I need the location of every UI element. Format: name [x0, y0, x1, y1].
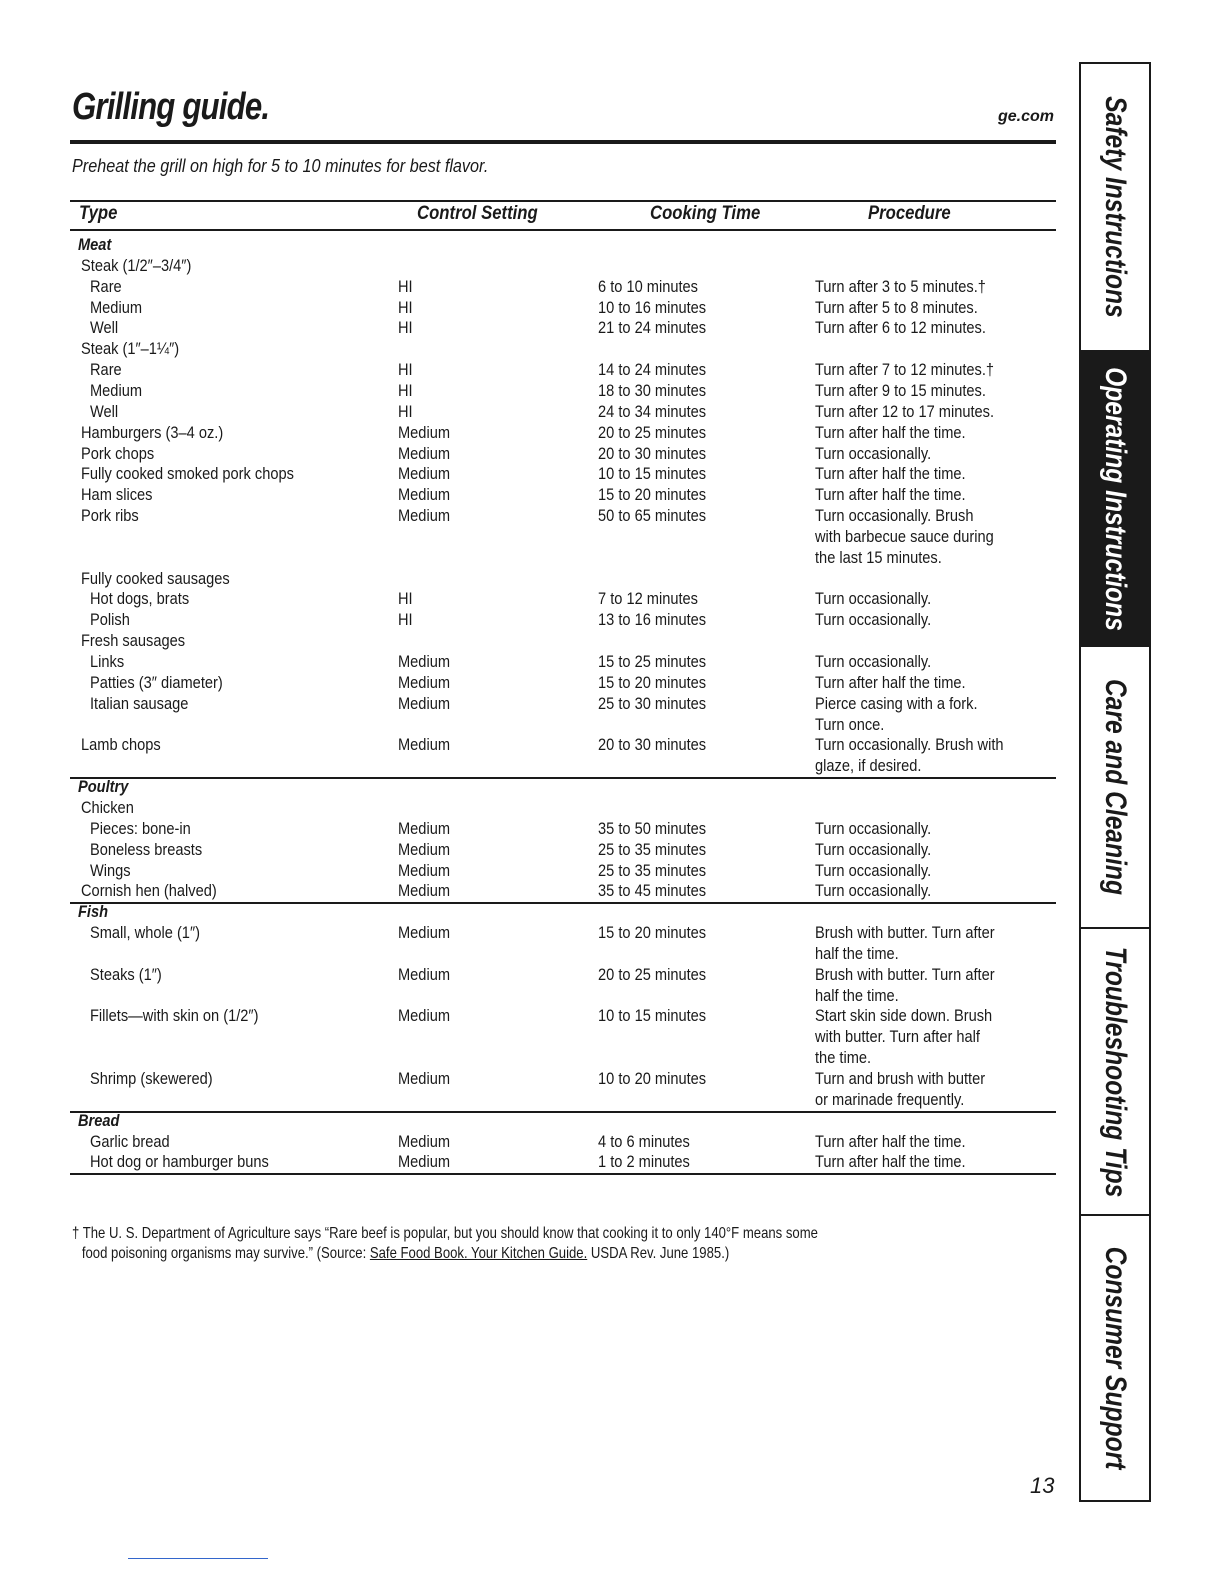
cell-procedure: or marinade frequently. [815, 1089, 965, 1109]
cell-setting: Medium [398, 1069, 451, 1088]
cell-time: 20 to 30 minutes [598, 443, 707, 463]
tab-safety-instructions[interactable] [1081, 64, 1149, 352]
section-rule [70, 1173, 1056, 1175]
tab-label: Safety Instructions [1099, 96, 1132, 318]
cell-procedure: Turn occasionally. [815, 860, 932, 880]
cell-time: 6 to 10 minutes [598, 276, 698, 296]
col-header-type: Type [79, 203, 118, 224]
cell-type: Medium [90, 297, 143, 317]
cell-type: Steaks (1″) [90, 964, 162, 984]
section-rule [70, 777, 1056, 779]
tab-operating-instructions[interactable] [1081, 352, 1149, 647]
cell-time: 35 to 45 minutes [598, 881, 707, 901]
cell-procedure: the last 15 minutes. [815, 547, 942, 567]
cell-setting: Medium [398, 652, 451, 671]
cell-procedure: with barbecue sauce during [815, 526, 994, 546]
cell-time: 25 to 35 minutes [598, 839, 707, 859]
section-heading: Fish [78, 902, 109, 922]
cell-procedure: Pierce casing with a fork. [815, 693, 978, 713]
cell-setting: HI [398, 297, 413, 317]
col-header-procedure: Procedure [868, 203, 951, 224]
tab-care-and-cleaning[interactable] [1081, 647, 1149, 929]
cell-procedure: Start skin side down. Brush [815, 1006, 993, 1026]
cell-type: Pork chops [81, 443, 155, 463]
cell-type: Fully cooked smoked pork chops [81, 464, 294, 484]
cell-type: Hot dog or hamburger buns [90, 1152, 269, 1172]
tab-consumer-support[interactable] [1081, 1216, 1149, 1500]
tab-label: Troubleshooting Tips [1099, 946, 1132, 1197]
page-number: 13 [1030, 1473, 1055, 1498]
cell-time: 13 to 16 minutes [598, 610, 707, 630]
cell-type: Polish [90, 610, 130, 630]
tab-label: Operating Instructions [1099, 366, 1132, 631]
cell-time: 10 to 20 minutes [598, 1069, 707, 1088]
cell-setting: HI [398, 610, 413, 630]
cell-time: 21 to 24 minutes [598, 318, 707, 338]
cell-procedure: Turn after 5 to 8 minutes. [815, 297, 978, 317]
cell-procedure: with butter. Turn after half [815, 1027, 980, 1047]
cell-procedure: Turn after half the time. [815, 672, 966, 692]
footnote-text-b: USDA Rev. June 1985.) [587, 1245, 730, 1262]
tab-label: Consumer Support [1099, 1246, 1132, 1470]
cell-setting: Medium [398, 1152, 451, 1172]
cell-setting: Medium [398, 818, 451, 838]
cell-type: Shrimp (skewered) [90, 1069, 213, 1088]
section-heading: Meat [78, 235, 112, 254]
section-heading: Poultry [78, 777, 129, 797]
cell-setting: Medium [398, 506, 451, 526]
cell-type: Chicken [81, 797, 134, 817]
cell-type: Italian sausage [90, 693, 189, 713]
cell-type: Ham slices [81, 485, 153, 505]
cell-type: Rare [90, 276, 122, 296]
cell-procedure: Turn after 9 to 15 minutes. [815, 380, 986, 400]
cell-time: 24 to 34 minutes [598, 401, 707, 421]
col-header-control-setting: Control Setting [417, 203, 538, 224]
cell-setting: Medium [398, 443, 451, 463]
tab-label: Care and Cleaning [1099, 679, 1132, 895]
cell-setting: HI [398, 318, 413, 338]
cell-type: Steak (1″–1¼″) [81, 339, 180, 359]
cell-procedure: Turn and brush with butter [815, 1069, 986, 1088]
tab-troubleshooting-tips[interactable] [1081, 929, 1149, 1216]
cell-time: 15 to 20 minutes [598, 923, 707, 943]
cell-time: 14 to 24 minutes [598, 360, 707, 380]
cell-type: Links [90, 652, 125, 671]
cell-type: Small, whole (1″) [90, 923, 200, 943]
cell-setting: Medium [398, 839, 451, 859]
cell-procedure: Turn after 7 to 12 minutes.† [815, 360, 995, 380]
cell-time: 10 to 15 minutes [598, 464, 707, 484]
cell-type: Fresh sausages [81, 631, 186, 651]
cell-procedure: Turn occasionally. [815, 839, 932, 859]
cell-time: 4 to 6 minutes [598, 1131, 690, 1151]
cell-procedure: Turn occasionally. Brush with [815, 735, 1004, 755]
cell-type: Fully cooked sausages [81, 568, 230, 588]
bottom-link-underline [128, 1558, 268, 1559]
cell-time: 18 to 30 minutes [598, 380, 707, 400]
cell-procedure: Turn after 6 to 12 minutes. [815, 318, 986, 338]
cell-time: 20 to 25 minutes [598, 422, 707, 442]
cell-type: Garlic bread [90, 1131, 170, 1151]
cell-setting: Medium [398, 964, 451, 984]
footnote-source: Safe Food Book. Your Kitchen Guide. [369, 1245, 588, 1262]
cell-setting: Medium [398, 923, 451, 943]
cell-procedure: Brush with butter. Turn after [815, 923, 995, 943]
cell-procedure: Turn occasionally. [815, 881, 932, 901]
page-subtitle: Preheat the grill on high for 5 to 10 minutes for best flavor. [72, 156, 489, 176]
cell-time: 7 to 12 minutes [598, 589, 698, 609]
site-link[interactable]: ge.com [998, 108, 1055, 125]
page-title: Grilling guide. [72, 86, 270, 128]
cell-type: Medium [90, 380, 143, 400]
cell-type: Lamb chops [81, 735, 161, 755]
cell-type: Patties (3″ diameter) [90, 672, 223, 692]
cell-procedure: Turn once. [815, 714, 885, 734]
cell-type: Pieces: bone-in [90, 818, 191, 838]
cell-type: Wings [90, 860, 131, 880]
cell-setting: Medium [398, 672, 451, 692]
cell-setting: HI [398, 589, 413, 609]
cell-procedure: Turn after 12 to 17 minutes. [815, 401, 995, 421]
cell-procedure: Turn occasionally. [815, 610, 932, 630]
side-tab-bar [1079, 62, 1151, 1502]
cell-procedure: Turn occasionally. [815, 652, 932, 671]
cell-type: Boneless breasts [90, 839, 203, 859]
cell-procedure: Turn after half the time. [815, 485, 966, 505]
cell-type: Fillets—with skin on (1/2″) [90, 1006, 259, 1026]
cell-type: Rare [90, 360, 122, 380]
cell-time: 20 to 25 minutes [598, 964, 707, 984]
cell-procedure: half the time. [815, 943, 899, 963]
cell-setting: Medium [398, 1131, 451, 1151]
cell-setting: Medium [398, 735, 451, 755]
footnote-line-2 [72, 1244, 892, 1264]
cell-procedure: half the time. [815, 985, 899, 1005]
cell-time: 20 to 30 minutes [598, 735, 707, 755]
cell-setting: HI [398, 276, 413, 296]
cell-type: Well [90, 318, 119, 338]
cell-time: 10 to 16 minutes [598, 297, 707, 317]
cell-setting: HI [398, 401, 413, 421]
cell-procedure: Turn after 3 to 5 minutes.† [815, 276, 986, 296]
section-rule [70, 902, 1056, 904]
cell-type: Cornish hen (halved) [81, 881, 217, 901]
cell-procedure: Turn occasionally. Brush [815, 506, 974, 526]
cell-setting: HI [398, 380, 413, 400]
cell-procedure: the time. [815, 1048, 872, 1068]
cell-procedure: Turn after half the time. [815, 1152, 966, 1172]
cell-time: 15 to 20 minutes [598, 672, 707, 692]
cell-setting: Medium [398, 485, 451, 505]
cell-type: Steak (1/2″–3/4″) [81, 255, 192, 275]
cell-time: 15 to 25 minutes [598, 652, 707, 671]
cell-time: 25 to 30 minutes [598, 693, 707, 713]
cell-time: 35 to 50 minutes [598, 818, 707, 838]
cell-type: Hot dogs, brats [90, 589, 190, 609]
footnote-text-a: food poisoning organisms may survive.” (Source: [81, 1245, 370, 1262]
cell-setting: Medium [398, 1006, 451, 1026]
cell-procedure: glaze, if desired. [815, 756, 922, 776]
footnote-line-1: † The U. S. Department of Agriculture says “Rare beef is popular, but you should know that cooking it to only 140°F means some [72, 1225, 818, 1242]
cell-procedure: Turn after half the time. [815, 422, 966, 442]
cell-setting: Medium [398, 464, 451, 484]
cell-time: 10 to 15 minutes [598, 1006, 707, 1026]
cell-time: 15 to 20 minutes [598, 485, 707, 505]
cell-setting: Medium [398, 860, 451, 880]
cell-time: 1 to 2 minutes [598, 1152, 690, 1172]
cell-procedure: Turn occasionally. [815, 443, 932, 463]
col-header-cooking-time: Cooking Time [650, 203, 761, 224]
cell-procedure: Turn after half the time. [815, 1131, 966, 1151]
cell-time: 50 to 65 minutes [598, 506, 707, 526]
cell-time: 25 to 35 minutes [598, 860, 707, 880]
cell-procedure: Turn occasionally. [815, 818, 932, 838]
section-heading: Bread [78, 1110, 120, 1130]
cell-setting: HI [398, 360, 413, 380]
cell-procedure: Turn occasionally. [815, 589, 932, 609]
cell-type: Pork ribs [81, 506, 139, 526]
cell-setting: Medium [398, 422, 451, 442]
cell-type: Well [90, 401, 119, 421]
cell-type: Hamburgers (3–4 oz.) [81, 422, 224, 442]
cell-procedure: Turn after half the time. [815, 464, 966, 484]
cell-procedure: Brush with butter. Turn after [815, 964, 995, 984]
cell-setting: Medium [398, 693, 451, 713]
section-rule [70, 1111, 1056, 1113]
cell-setting: Medium [398, 881, 451, 901]
footnote [72, 1224, 892, 1264]
